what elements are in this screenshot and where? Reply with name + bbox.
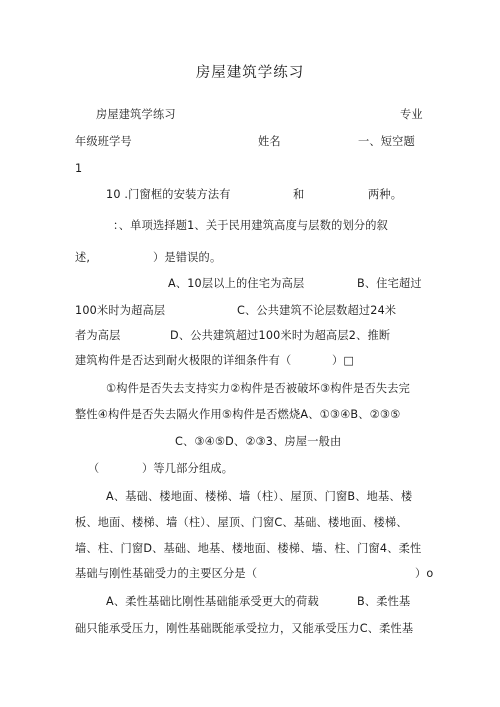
section-number: 1 — [75, 162, 83, 175]
body-line: A、柔性基础比刚性基础能承受更大的荷载 — [106, 595, 319, 608]
question-10-suffix: 两种。 — [368, 188, 403, 201]
body-line: 基础与刚性基础受力的主要区分是（ — [75, 567, 258, 580]
body-line: B、柔性基 — [357, 595, 411, 608]
body-line: A、10层以上的住宅为高层 — [168, 277, 305, 290]
body-line: D、公共建筑超过100米时为超高层2、推断 — [170, 329, 391, 342]
body-line: 板、地面、楼梯、墙（柱）、屋顶、门窗C、基础、楼地面、楼梯、 — [75, 516, 408, 529]
body-line: ①构件是否失去支持实力②构件是否被破坏③构件是否失去完 — [106, 382, 410, 395]
body-line: ）□ — [332, 354, 355, 367]
body-line: ：、单项选择题1、关于民用建筑高度与层数的划分的叙 — [113, 219, 389, 232]
body-line: 整性④构件是否失去隔火作用⑤构件是否燃烧A、①③④B、②③⑤ — [75, 408, 401, 421]
name-label: 姓名 — [258, 135, 281, 148]
body-line: 墙、柱、门窗D、基础、地基、楼地面、楼梯、墙、柱、门窗4、柔性 — [75, 542, 422, 555]
body-line: A、基础、楼地面、楼梯、墙（柱）、屋顶、门窗B、地基、楼 — [106, 490, 413, 503]
body-line: （ — [88, 462, 100, 475]
major-label: 专业 — [400, 108, 423, 121]
grade-class-no-label: 年级班学号 — [75, 135, 132, 148]
subtitle: 房屋建筑学练习 — [96, 108, 176, 121]
body-line: ）是错误的。 — [153, 251, 222, 264]
question-10-and: 和 — [293, 188, 305, 201]
body-line: C、③④⑤D、②③3、房屋一般由 — [175, 435, 342, 448]
question-10-prefix: 10 .门窗框的安装方法有 — [106, 188, 231, 201]
body-line: C、公共建筑不论层数超过24米 — [237, 304, 397, 317]
body-line: 础只能承受压力，刚性基础既能承受拉力，又能承受压力C、柔性基 — [75, 622, 414, 635]
body-line: 100米时为超高层 — [75, 304, 166, 317]
document-title: 房屋建筑学练习 — [195, 65, 305, 81]
body-line: B、住宅超过 — [357, 277, 422, 290]
body-line: 述, — [75, 251, 91, 264]
section-heading: 一、短空题 — [358, 135, 415, 148]
body-line: ）o — [415, 567, 434, 580]
body-line: 建筑构件是否达到耐火极限的详细条件有（ — [75, 354, 292, 367]
body-line: ）等几部分组成。 — [142, 462, 234, 475]
body-line: 者为高层 — [75, 329, 121, 342]
